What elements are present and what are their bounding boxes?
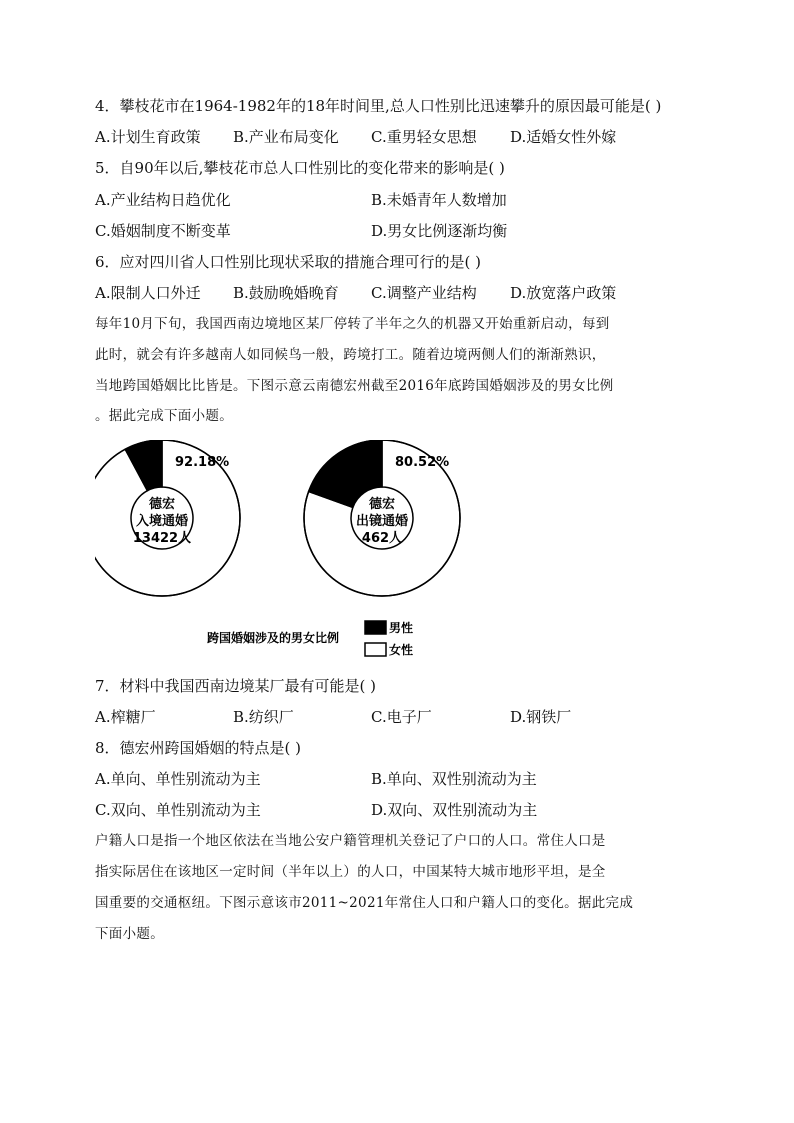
q6-stem: 6．应对四川省人口性别比现状采取的措施合理可行的是( ) xyxy=(95,253,482,271)
chart-caption: 跨国婚姻涉及的男女比例 xyxy=(207,631,340,645)
q5-option-d: D.男女比例逐渐均衡 xyxy=(371,222,508,240)
q7-option-b: B.纺织厂 xyxy=(233,708,294,726)
slice-percent-label: 92.18% xyxy=(175,455,230,470)
q4-option-a: A.计划生育政策 xyxy=(95,128,201,146)
q8-option-d: D.双向、双性别流动为主 xyxy=(371,801,538,819)
q8-stem: 8．德宏州跨国婚姻的特点是( ) xyxy=(95,739,302,757)
legend-female-swatch xyxy=(365,643,386,656)
q4-option-d: D.适婚女性外嫁 xyxy=(510,128,617,146)
q7-option-c: C.电子厂 xyxy=(371,708,432,726)
material2-line-1: 户籍人口是指一个地区依法在当地公安户籍管理机关登记了户口的人口。常住人口是 xyxy=(95,833,606,849)
material1-line-1: 每年10月下旬，我国西南边境地区某厂停转了半年之久的机器又开始重新启动，每到 xyxy=(95,316,610,332)
q4-option-b: B.产业布局变化 xyxy=(233,128,339,146)
center-label-line: 德宏 xyxy=(368,497,396,512)
center-label-line: 德宏 xyxy=(148,497,176,512)
q5-option-b: B.未婚青年人数增加 xyxy=(371,191,507,209)
slice-percent-label: 80.52% xyxy=(395,455,450,470)
legend-female-label: 女性 xyxy=(389,643,414,657)
material1-line-3: 当地跨国婚姻比比皆是。下图示意云南德宏州截至2016年底跨国婚姻涉及的男女比例 xyxy=(95,378,614,394)
q5-option-a: A.产业结构日趋优化 xyxy=(95,191,231,209)
center-label-line: 462人 xyxy=(361,531,403,546)
legend-male-label: 男性 xyxy=(389,621,414,635)
marriage-ratio-charts xyxy=(95,440,475,670)
q8-option-c: C.双向、单性别流动为主 xyxy=(95,801,261,819)
legend-male-swatch xyxy=(365,621,386,634)
q6-option-d: D.放宽落户政策 xyxy=(510,284,617,302)
q6-option-c: C.调整产业结构 xyxy=(371,284,477,302)
q6-option-b: B.鼓励晚婚晚育 xyxy=(233,284,339,302)
center-label-line: 出镜通婚 xyxy=(355,514,409,529)
q7-stem: 7．材料中我国西南边境某厂最有可能是( ) xyxy=(95,677,377,695)
material2-line-3: 国重要的交通枢纽。下图示意该市2011~2021年常住人口和户籍人口的变化。据此完成 xyxy=(95,895,634,911)
q8-option-b: B.单向、双性别流动为主 xyxy=(371,770,537,788)
q4-option-c: C.重男轻女思想 xyxy=(371,128,477,146)
outbound-marriage-chart xyxy=(304,440,460,596)
q5-stem: 5．自90年以后,攀枝花市总人口性别比的变化带来的影响是( ) xyxy=(95,159,505,177)
material2-line-2: 指实际居住在该地区一定时间（半年以上）的人口，中国某特大城市地形平坦，是全 xyxy=(95,864,606,880)
material1-line-4: 。据此完成下面小题。 xyxy=(95,408,233,424)
q5-option-c: C.婚姻制度不断变革 xyxy=(95,222,231,240)
q8-option-a: A.单向、单性别流动为主 xyxy=(95,770,261,788)
q4-stem: 4．攀枝花市在1964-1982年的18年时间里,总人口性别比迅速攀升的原因最可能是( ) xyxy=(95,97,662,115)
q6-option-a: A.限制人口外迁 xyxy=(95,284,201,302)
material2-line-4: 下面小题。 xyxy=(95,926,164,942)
material1-line-2: 此时，就会有许多越南人如同候鸟一般，跨境打工。随着边境两侧人们的渐渐熟识， xyxy=(95,347,606,363)
inbound-marriage-chart xyxy=(95,440,240,596)
q7-option-d: D.钢铁厂 xyxy=(510,708,572,726)
center-label-line: 13422人 xyxy=(132,531,192,546)
center-label-line: 入境通婚 xyxy=(135,514,189,529)
q7-option-a: A.榨糖厂 xyxy=(95,708,156,726)
